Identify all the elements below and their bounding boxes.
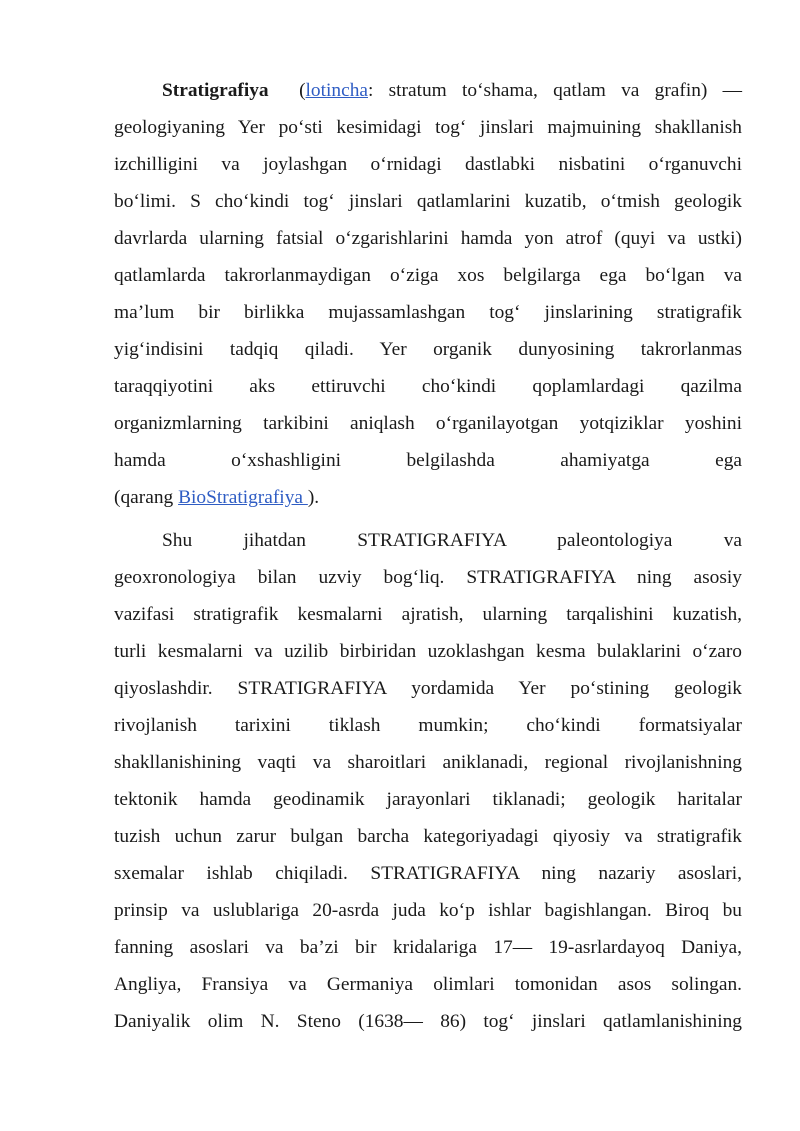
paragraph-1-line: izchilligini va joylashgan o‘rnidagi dastlabki nisbatini o‘rganuvchi — [114, 154, 742, 175]
paragraph-2-line: geoxronologiya bilan uzviy bog‘liq. STRATIGRAFIYA ning asosiy — [114, 567, 742, 588]
paragraph-1-line-qarang — [114, 479, 742, 516]
paragraph-stratigrafiya-tasks — [114, 522, 742, 559]
paragraph-2-line: qiyoslashdir. STRATIGRAFIYA yordamida Yer po‘stining geologik — [114, 678, 742, 699]
definition-etymology: : stratum to‘shama, qatlam va grafin) — — [368, 80, 742, 101]
document-page — [114, 72, 742, 1040]
paragraph-2-line: fanning asoslari va ba’zi bir kridalariga 17— 19-asrlardayoq Daniya, — [114, 937, 742, 958]
paragraph-2-line: prinsip va uslublariga 20-asrda juda ko‘p ishlar bagishlangan. Biroq bu — [114, 900, 742, 921]
paragraph-1-body — [114, 109, 742, 516]
link-biostratigrafiya[interactable]: BioStratigrafiya — [178, 487, 308, 508]
paragraph-2-line: shakllanishining vaqti va sharoitlari aniklanadi, regional rivojlanishning — [114, 752, 742, 773]
qarang-suffix: ). — [307, 487, 320, 508]
term-stratigrafiya: Stratigrafiya — [162, 80, 269, 101]
paragraph-2-line: sxemalar ishlab chiqiladi. STRATIGRAFIYA ning nazariy asoslari, — [114, 863, 742, 884]
paragraph-2-line: Daniyalik olim N. Steno (1638— 86) tog‘ jinslari qatlamlanishining — [114, 1011, 742, 1032]
paragraph-1-line: hamda o‘xshashligini belgilashda ahamiyatga ega — [114, 450, 742, 471]
paragraph-1-line: geologiyaning Yer po‘sti kesimidagi tog‘ jinslari majmuining shakllanish — [114, 117, 742, 138]
paragraph-2-line: tektonik hamda geodinamik jarayonlari tiklanadi; geologik haritalar — [114, 789, 742, 810]
paragraph-1-line: organizmlarning tarkibini aniqlash o‘rganilayotgan yotqiziklar yoshini — [114, 413, 742, 434]
paragraph-1-line: yig‘indisini tadqiq qiladi. Yer organik dunyosining takrorlanmas — [114, 339, 742, 360]
paragraph-2-line: Angliya, Fransiya va Germaniya olimlari tomonidan asos solingan. — [114, 974, 742, 995]
paragraph-2-line-1: Shu jihatdan STRATIGRAFIYA paleontologiya va — [162, 530, 742, 551]
paragraph-1-line: bo‘limi. S cho‘kindi tog‘ jinslari qatlamlarini kuzatib, o‘tmish geologik — [114, 191, 742, 212]
qarang-prefix: (qarang — [114, 487, 179, 508]
paragraph-stratigrafiya-definition — [114, 72, 742, 109]
paragraph-2-line: turli kesmalarni va uzilib birbiridan uzoklashgan kesma bulaklarini o‘zaro — [114, 641, 742, 662]
paragraph-1-line-1 — [114, 72, 742, 109]
open-paren: ( — [299, 80, 306, 101]
paragraph-1-line: ma’lum bir birlikka mujassamlashgan tog‘ jinslarining stratigrafik — [114, 302, 742, 323]
paragraph-2-line: tuzish uchun zarur bulgan barcha kategoriyadagi qiyosiy va stratigrafik — [114, 826, 742, 847]
paragraph-1-line: taraqqiyotini aks ettiruvchi cho‘kindi qoplamlardagi qazilma — [114, 376, 742, 397]
paragraph-1-line: qatlamlarda takrorlanmaydigan o‘ziga xos belgilarga ega bo‘lgan va — [114, 265, 742, 286]
link-lotincha[interactable]: lotincha — [305, 80, 368, 101]
paragraph-2-line: rivojlanish tarixini tiklash mumkin; cho‘kindi formatsiyalar — [114, 715, 742, 736]
paragraph-2-body — [114, 559, 742, 1040]
paragraph-2-line: vazifasi stratigrafik kesmalarni ajratish, ularning tarqalishini kuzatish, — [114, 604, 742, 625]
paragraph-1-line: davrlarda ularning fatsial o‘zgarishlarini hamda yon atrof (quyi va ustki) — [114, 228, 742, 249]
